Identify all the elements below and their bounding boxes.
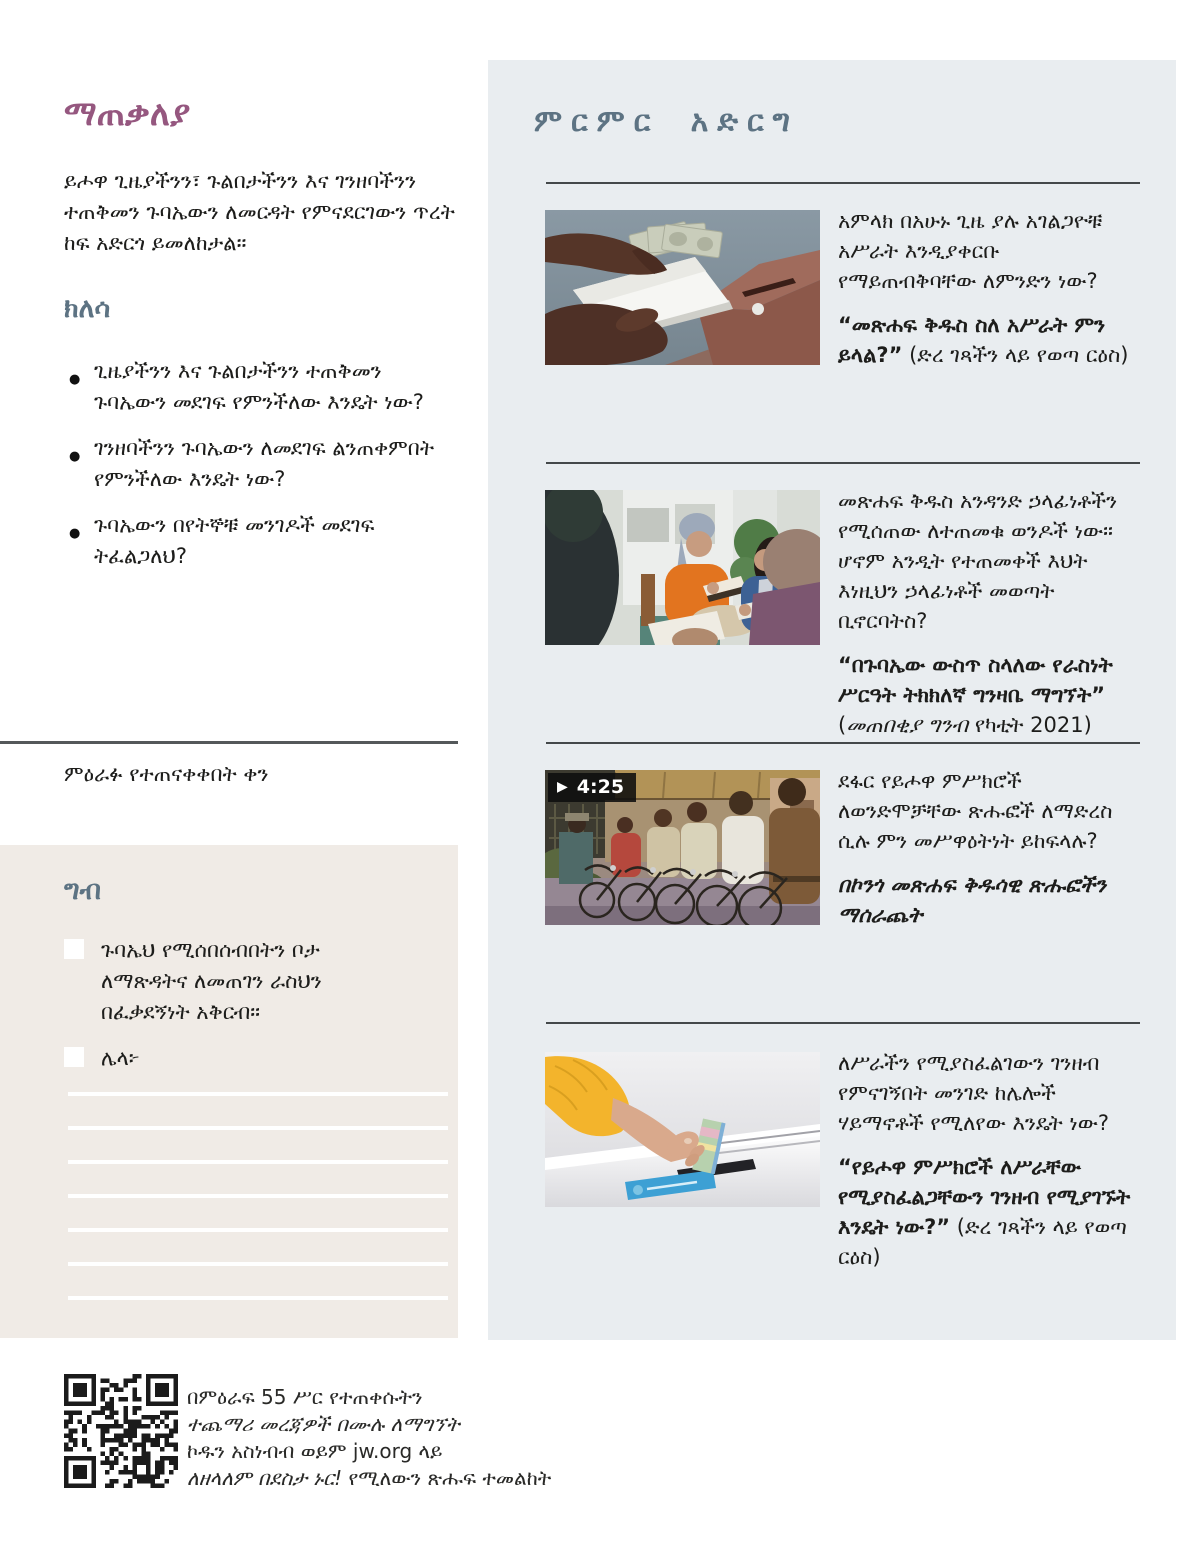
qr-caption-line: ለዘላለም በደስታ ኑር! የሚለውን ጽሑፍ ተመልከት: [187, 1466, 552, 1490]
review-question: ● ጊዜያችንን እና ጉልበታችንን ተጠቅመን ጉባኤውን መደገፍ የምንችለው እንዴት ነው?: [69, 359, 424, 414]
item-divider: [546, 1022, 1140, 1024]
checkbox[interactable]: [64, 1047, 84, 1067]
review-question: ● ጉባኤውን በየትኞቹ መንገዶች መደገፍ ትፈልጋለህ?: [69, 513, 375, 568]
qr-caption-line: ተጨማሪ መረጃዎች በሙሉ ለማግኘት: [187, 1412, 460, 1436]
goal-item-label: ሌላ፦: [101, 1046, 140, 1070]
writing-line: [68, 1092, 448, 1096]
qr-code: [64, 1374, 178, 1488]
research-question: አምላክ በአሁኑ ጊዜ ያሉ አገልጋዮቹ አሥራት እንዲያቀርቡ የማይጠብቅባቸው ለምንድን ነው?: [838, 209, 1103, 293]
video-duration: 4:25: [576, 776, 625, 798]
research-reference: [838, 870, 1140, 930]
bullet-icon: ●: [69, 526, 81, 541]
summary-title: ማጠቃለያ: [64, 94, 191, 134]
video-duration-badge: [548, 773, 636, 802]
item-divider: [546, 462, 1140, 464]
research-reference: “በጉባኤው ውስጥ ስላለው የራስነት ሥርዓት ትክክለኛ ግንዛቤ ማግኘት” (መጠበቂያ ግንብ የካቲት 2021): [838, 653, 1113, 737]
writing-line: [68, 1194, 448, 1198]
review-question-list: [64, 356, 456, 587]
publication-title: መጠበቂያ ግንብ: [846, 713, 969, 737]
goal-item-other: [64, 1043, 401, 1074]
summary-text: ይሖዋ ጊዜያችንን፣ ጉልበታችንን እና ገንዘባችንን ተጠቅመን ጉባኤውን ለመርዳት የምናደርገውን ጥረት ከፍ አድርጎ ይመለከታል።: [64, 169, 455, 255]
research-item-3: [838, 766, 1140, 944]
qr-caption-line: በምዕራፍ 55 ሥር የተጠቀሱትን: [187, 1385, 423, 1409]
play-icon: ▶: [557, 779, 568, 795]
qr-caption-line: ኮዱን አስነብብ ወይም jw.org ላይ: [187, 1439, 443, 1463]
research-question: ደፋር የይሖዋ ምሥክሮች ለወንድሞቻቸው ጽሑፎች ለማድረስ ሲሉ ምን መሥዋዕትነት ይከፍላሉ?: [838, 769, 1113, 853]
research-reference: “የይሖዋ ምሥክሮች ለሥራቸው የሚያስፈልጋቸውን ገንዘብ የሚያገኙት እንዴት ነው?” (ድረ ገጻችን ላይ የወጣ ርዕስ): [838, 1155, 1131, 1269]
review-question: ● ገንዘባችንን ጉባኤውን ለመደገፍ ልንጠቀምበት የምንችለው እንዴት ነው?: [69, 436, 435, 491]
video-title: በኮንጎ መጽሐፍ ቅዱሳዊ ጽሑፎችን ማሰራጨት: [838, 873, 1106, 927]
bullet-icon: ●: [69, 372, 81, 387]
research-question: ለሥራችን የሚያስፈልገውን ገንዘብ የምናገኝበት መንገድ ከሌሎች ሃይማኖቶች የሚለየው እንዴት ነው?: [838, 1051, 1110, 1135]
research-item-1: [838, 206, 1140, 384]
writing-line: [68, 1126, 448, 1130]
research-question: መጽሐፍ ቅዱስ አንዳንድ ኃላፊነቶችን የሚሰጠው ለተጠመቁ ወንዶች ነው። ሆኖም አንዲት የተጠመቀች እህት እነዚህን ኃላፊነቶች መወጣት ቢኖርባትስ?: [838, 489, 1118, 633]
research-panel: [488, 60, 1176, 1340]
research-item-4: [838, 1048, 1140, 1286]
research-image-donation-box: [545, 1052, 820, 1207]
qr-caption: [187, 1384, 551, 1492]
research-reference: “መጽሐፍ ቅዱስ ስለ አሥራት ምን ይላል?” (ድረ ገጻችን ላይ የወጣ ርዕስ): [838, 313, 1129, 367]
bullet-icon: ●: [69, 449, 81, 464]
goal-title: ግብ: [64, 875, 102, 906]
item-divider: [546, 182, 1140, 184]
publication-title: ለዘላለም በደስታ ኑር!: [187, 1466, 343, 1490]
checkbox[interactable]: [64, 939, 84, 959]
research-image-contribution-box: [545, 210, 820, 365]
research-image-women-meeting: [545, 490, 820, 645]
video-thumbnail-bicycles[interactable]: [545, 770, 820, 925]
goal-box: [0, 845, 458, 1338]
goal-item-label: ጉባኤህ የሚሰበሰብበትን ቦታ ለማጽዳትና ለመጠገን ራስህን በፈቃደኝነት አቅርብ።: [101, 938, 322, 1024]
writing-line: [68, 1160, 448, 1164]
completion-date-label: ምዕራፉ የተጠናቀቀበት ቀን: [64, 762, 269, 786]
goal-item-volunteer: [64, 935, 401, 1028]
writing-line: [68, 1262, 448, 1266]
review-title: ክለሳ: [64, 293, 111, 324]
research-item-2: [838, 486, 1140, 754]
writing-line: [68, 1228, 448, 1232]
writing-line: [68, 1296, 448, 1300]
research-title: ምርምር አድርግ: [534, 104, 799, 139]
left-divider: [0, 741, 458, 744]
